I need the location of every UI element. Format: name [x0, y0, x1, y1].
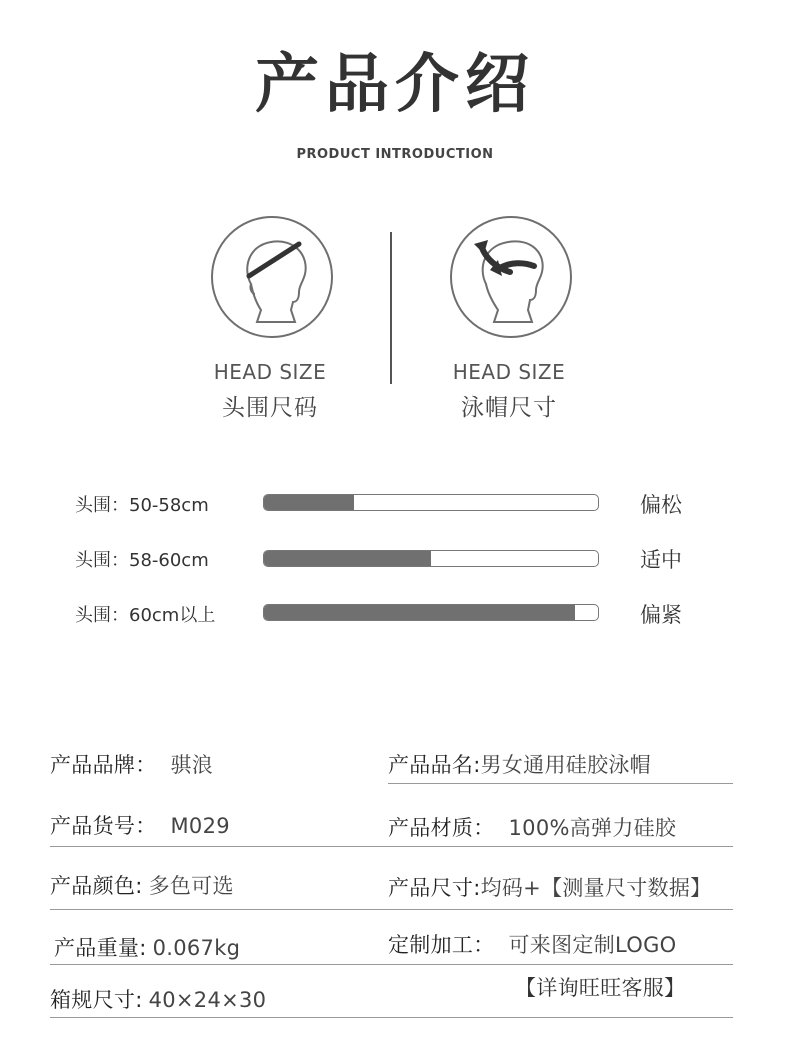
fit-row-label: 头围：50-58cm: [75, 495, 209, 516]
fit-level-bar: [263, 550, 599, 567]
spec-color: [50, 870, 234, 900]
fit-level-fill: [264, 495, 354, 510]
spec-value: M029: [170, 814, 230, 838]
spec-value: 男女通用硅胶泳帽: [480, 753, 651, 777]
fit-row-label: 头围：58-60cm: [75, 550, 209, 571]
fit-level-fill: [264, 551, 431, 566]
fit-row-status: 偏松: [640, 493, 682, 517]
spec-value: 100%高弹力硅胶: [508, 816, 677, 840]
spec-brand: [50, 749, 213, 779]
spec-material: [388, 812, 676, 842]
fit-level-fill: [264, 605, 575, 620]
spec-label: 产品货号：: [50, 814, 157, 838]
fit-row-status: 偏紧: [640, 603, 682, 627]
spec-label: 箱规尺寸:: [50, 988, 143, 1012]
spec-custom: [388, 929, 676, 959]
spec-value: 多色可选: [148, 874, 234, 898]
spec-name: [388, 749, 651, 779]
icon2-caption-en: HEAD SIZE: [452, 360, 566, 384]
spec-label: 产品重量:: [54, 936, 147, 960]
spec-weight: [54, 932, 240, 962]
icon1-caption-en: HEAD SIZE: [213, 360, 327, 384]
spec-label: 产品品名:: [388, 753, 481, 777]
spec-label: 定制加工：: [388, 933, 495, 957]
spec-label: 产品颜色:: [50, 874, 143, 898]
icon2-caption-cn: 泳帽尺寸: [461, 395, 557, 421]
head-band-icon: [211, 216, 333, 338]
fit-level-bar: [263, 494, 599, 511]
icon1-caption-cn: 头围尺码: [222, 395, 318, 421]
divider: [50, 909, 733, 910]
divider: [50, 846, 733, 847]
fit-level-bar: [263, 604, 599, 621]
spec-value: 可来图定制LOGO: [508, 933, 677, 957]
divider: [388, 783, 733, 784]
fit-row-label: 头围：60cm以上: [75, 605, 216, 626]
spec-value: 40×24×30: [148, 988, 267, 1012]
spec-label: 产品品牌：: [50, 753, 157, 777]
spec-value: 0.067kg: [152, 936, 241, 960]
page-title: 产品介绍: [255, 48, 535, 122]
divider: [50, 964, 733, 965]
spec-size: [388, 872, 711, 902]
spec-label: 产品材质：: [388, 816, 495, 840]
head-measure-arrows-icon: [450, 216, 572, 338]
spec-label: 产品尺寸:: [388, 876, 481, 900]
spec-custom-note: 【详询旺旺客服】: [515, 976, 686, 1000]
spec-box: [50, 984, 266, 1014]
page-subtitle: PRODUCT INTRODUCTION: [296, 147, 494, 162]
fit-row-status: 适中: [640, 548, 682, 572]
divider: [50, 1017, 733, 1018]
icon-divider: [390, 232, 392, 384]
spec-sku: [50, 810, 230, 840]
spec-value: 均码+【测量尺寸数据】: [480, 876, 712, 900]
spec-value: 骐浪: [170, 753, 214, 777]
